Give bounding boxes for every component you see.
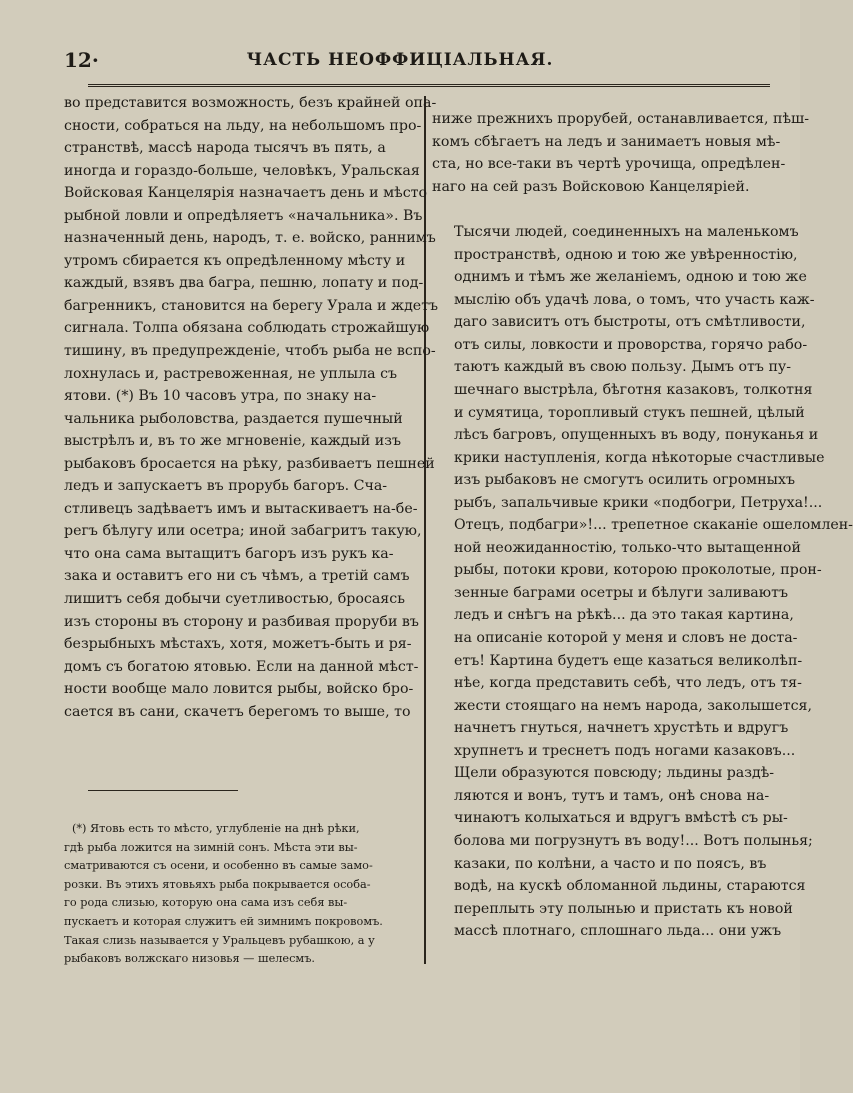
text-line: рыбъ, запальчивые крики «подбогри, Петруха!... [454,494,823,511]
text-line: Такая слизь называется у Уральцевъ рубашкою, а у [64,933,375,947]
text-line: ятови. (*) Въ 10 часовъ утра, по знаку на- [64,388,377,405]
text-line: казаки, по колѣни, а часто и по поясъ, въ [454,855,767,872]
text-line: утромъ сбирается къ опредѣленному мѣсту и [64,252,406,269]
text-line: зака и оставитъ его ни съ чѣмъ, а третій самъ [64,568,410,585]
left-paragraph [64,92,439,723]
text-line: рыбы, потоки крови, которою проколотые, прон- [454,562,822,579]
page-number: 12· [64,48,99,72]
text-line: ледъ и запускаетъ въ прорубь багоръ. Сча- [64,478,388,495]
footnote-rule [88,790,238,791]
text-line: розки. Въ этихъ ятовьяхъ рыба покрывается особа- [64,877,371,891]
text-line: Войсковая Канцелярія назначаетъ день и мѣсто [64,185,428,202]
text-line: домъ съ богатою ятовью. Если на данной мѣст- [64,658,419,675]
text-line: жести стоящаго на немъ народа, заколышется, [454,697,812,714]
text-line: крики наступленія, когда нѣкоторые счастливые [454,449,825,466]
text-line: и сумятица, торопливый стукъ пешней, цѣлый [454,404,805,421]
text-line: во представится возможность, безъ крайней опа- [64,95,437,111]
text-line: зенные баграми осетры и бѣлуги заливаютъ [454,584,788,601]
text-line: рыбной ловли и опредѣляетъ «начальника». Въ [64,207,423,224]
text-line: на описаніе которой у меня и словъ не доста- [454,630,798,647]
header-rule [88,84,770,87]
text-line: таютъ каждый въ свою пользу. Дымъ отъ пу- [454,359,792,376]
left-column [64,92,439,723]
right-paragraph-2 [432,221,853,943]
text-line: сности, собраться на льду, на небольшомъ про- [64,117,422,134]
text-line: лишитъ себя добычи суетливостью, бросаясь [64,591,405,608]
text-line: Отецъ, подбагри»!... трепетное скаканіе ошеломлен- [454,517,853,534]
text-line: мыслію объ удачѣ лова, о томъ, что участь каж- [454,291,815,308]
text-line: странствѣ, массѣ народа тысячъ въ пять, а [64,140,386,157]
text-line: (*) Ятовь есть то мѣсто, углубленіе на днѣ рѣки, [72,822,360,835]
text-line: изъ стороны въ сторону и разбивая проруби въ [64,613,419,630]
text-line: безрыбныхъ мѣстахъ, хотя, можетъ-быть и ря- [64,636,412,653]
text-line: сматриваются съ осени, и особенно въ самые замо- [64,859,373,873]
text-line: пространствѣ, одною и тою же увѣренностію, [454,246,798,263]
text-line: наго на сей разъ Войсковою Канцеляріей. [432,178,750,195]
text-line: Щели образуются повсюду; льдины раздѣ- [454,765,775,782]
text-line: тишину, въ предупрежденіе, чтобъ рыба не вспо- [64,343,436,360]
text-line: шечнаго выстрѣла, бѣготня казаковъ, толкотня [454,382,813,399]
text-line: лѣсъ багровъ, опущенныхъ въ воду, понуканья и [454,427,819,444]
text-line: лохнулась и, растревоженная, не уплыла съ [64,365,398,382]
footnote [64,820,416,969]
text-line: однимъ и тѣмъ же желаніемъ, одною и тою же [454,269,807,286]
right-paragraph-1 [432,108,809,198]
text-line: гдѣ рыба ложится на зимній сонъ. Мѣста эти вы- [64,840,358,854]
text-line: начнетъ гнуться, начнетъ хрустѣть и вдругъ [454,720,789,737]
text-line: го рода слизью, которую она сама изъ себя вы- [64,896,348,910]
text-line: изъ рыбаковъ не смогутъ осилить огромныхъ [454,472,795,489]
text-line: Тысячи людей, соединенныхъ на маленькомъ [454,224,799,241]
text-line: ной неожиданностію, только-что вытащенной [454,539,801,556]
text-line: багренникъ, становится на берегу Урала и ждетъ [64,297,439,314]
text-line: сигнала. Толпа обязана соблюдать строжайшую [64,320,430,337]
text-line: массѣ плотнаго, сплошнаго льда... они ужъ [454,923,782,940]
text-line: етъ! Картина будетъ еще казаться великолѣп- [454,652,803,669]
text-line: хрупнетъ и треснетъ подъ ногами казаковъ... [454,742,796,759]
text-line: ляются и вонъ, тутъ и тамъ, онѣ снова на- [454,787,770,804]
text-line: ледъ и снѣгъ на рѣкѣ... да это такая картина, [454,607,794,624]
text-line: ниже прежнихъ прорубей, останавливается, пѣш- [432,111,809,127]
text-line: иногда и гораздо-больше, человѣкъ, Уральская [64,162,420,179]
text-line: выстрѣлъ и, въ то же мгновеніе, каждый изъ [64,433,401,450]
text-line: чальника рыболовства, раздается пушечный [64,410,403,427]
text-line: даго зависитъ отъ быстроты, отъ смѣтливости, [454,314,806,331]
text-line: отъ силы, ловкости и проворства, горячо рабо- [454,336,808,353]
text-line: ста, но все-таки въ чертѣ урочища, опредѣлен- [432,156,786,173]
text-line: ности вообще мало ловится рыбы, войско бро- [64,681,414,698]
text-line: каждый, взявъ два багра, пешню, лопату и под- [64,275,424,292]
text-line: пускаетъ и которая служитъ ей зимнимъ покровомъ. [64,914,383,928]
text-line: регъ бѣлугу или осетра; иной забагритъ такую, [64,523,422,540]
right-column [432,108,853,943]
text-line: водѣ, на кускѣ обломанной льдины, стараются [454,878,806,895]
text-line: переплыть эту полынью и пристать къ новой [454,900,793,917]
text-line: рыбаковъ волжскаго низовья — шелесмъ. [64,952,316,966]
column-divider [424,96,426,964]
text-line: болова ми погрузнутъ въ воду!... Вотъ полынья; [454,832,813,849]
text-line: что она сама вытащитъ багоръ изъ рукъ ка- [64,545,394,562]
text-line: сается въ сани, скачетъ берегомъ то выше, то [64,703,411,720]
text-line: комъ сбѣгаетъ на ледъ и занимаетъ новыя мѣ- [432,133,781,150]
running-title: ЧАСТЬ НЕОФФИЦІАЛЬНАЯ. [246,50,554,70]
text-line: стливецъ задѣваетъ имъ и вытаскиваетъ на-бе- [64,500,418,517]
text-line: рыбаковъ бросается на рѣку, разбиваетъ пешней [64,455,435,472]
page-header [0,40,800,80]
text-line: нѣе, когда представить себѣ, что ледъ, отъ тя- [454,675,802,692]
text-line: назначенный день, народъ, т. е. войско, раннимъ [64,230,436,247]
text-line: чинаютъ колыхаться и вдругъ вмѣстѣ съ ры- [454,810,788,827]
